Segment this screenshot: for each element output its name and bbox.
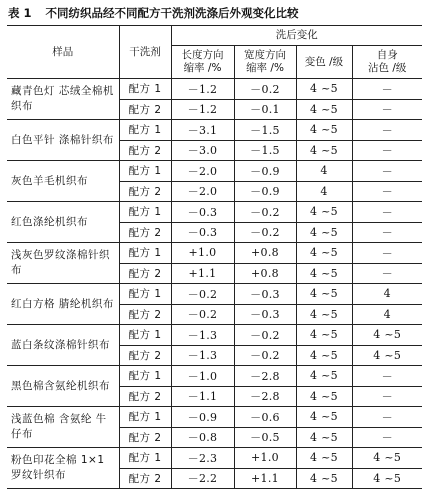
comparison-table bbox=[7, 25, 422, 489]
header-width-shrinkage bbox=[234, 46, 296, 79]
stain-cell: － bbox=[352, 243, 422, 264]
table-title: 不同纺织品经不同配方干洗剂洗涤后外观变化比较 bbox=[45, 6, 299, 20]
length-cell: －1.3 bbox=[171, 345, 234, 366]
table-row bbox=[7, 120, 422, 141]
length-cell: －1.1 bbox=[171, 386, 234, 407]
recipe-cell: 配方 1 bbox=[119, 284, 171, 305]
sample-name: 浅灰色罗纹涤棉针织布 bbox=[7, 243, 119, 284]
length-cell: －0.9 bbox=[171, 407, 234, 428]
table-row bbox=[7, 202, 422, 223]
width-cell: －0.3 bbox=[234, 284, 296, 305]
color-cell: 4 ~5 bbox=[296, 407, 352, 428]
color-cell: 4 ~5 bbox=[296, 243, 352, 264]
stain-cell: － bbox=[352, 161, 422, 182]
recipe-cell: 配方 1 bbox=[119, 407, 171, 428]
width-cell: －0.2 bbox=[234, 222, 296, 243]
width-cell: －0.9 bbox=[234, 181, 296, 202]
recipe-cell: 配方 2 bbox=[119, 181, 171, 202]
width-cell: －0.2 bbox=[234, 202, 296, 223]
stain-cell: － bbox=[352, 222, 422, 243]
length-cell: －0.8 bbox=[171, 427, 234, 448]
stain-cell: 4 bbox=[352, 304, 422, 325]
width-cell: －2.8 bbox=[234, 366, 296, 387]
length-cell: －3.1 bbox=[171, 120, 234, 141]
header-length-line1: 长度方向 bbox=[181, 49, 224, 61]
width-cell: －0.6 bbox=[234, 407, 296, 428]
color-cell: 4 ~5 bbox=[296, 304, 352, 325]
header-width-line1: 宽度方向 bbox=[244, 49, 286, 61]
stain-cell: － bbox=[352, 79, 422, 100]
stain-cell: － bbox=[352, 263, 422, 284]
color-cell: 4 ~5 bbox=[296, 263, 352, 284]
header-color-change: 变色 /级 bbox=[296, 46, 352, 79]
color-cell: 4 ~5 bbox=[296, 427, 352, 448]
length-cell: －0.2 bbox=[171, 284, 234, 305]
color-cell: 4 ~5 bbox=[296, 120, 352, 141]
stain-cell: － bbox=[352, 140, 422, 161]
length-cell: －2.0 bbox=[171, 181, 234, 202]
sample-name: 藏青色灯 芯绒全棉机织布 bbox=[7, 79, 119, 120]
header-staining bbox=[352, 46, 422, 79]
recipe-cell: 配方 1 bbox=[119, 325, 171, 346]
stain-cell: 4 ~5 bbox=[352, 448, 422, 469]
width-cell: －0.3 bbox=[234, 304, 296, 325]
stain-cell: － bbox=[352, 427, 422, 448]
width-cell: +0.8 bbox=[234, 243, 296, 264]
color-cell: 4 ~5 bbox=[296, 448, 352, 469]
stain-cell: － bbox=[352, 181, 422, 202]
stain-cell: 4 bbox=[352, 284, 422, 305]
recipe-cell: 配方 2 bbox=[119, 427, 171, 448]
color-cell: 4 bbox=[296, 181, 352, 202]
color-cell: 4 ~5 bbox=[296, 325, 352, 346]
stain-cell: 4 ~5 bbox=[352, 325, 422, 346]
color-cell: 4 ~5 bbox=[296, 366, 352, 387]
table-row bbox=[7, 448, 422, 469]
color-cell: 4 bbox=[296, 161, 352, 182]
recipe-cell: 配方 2 bbox=[119, 304, 171, 325]
length-cell: +1.0 bbox=[171, 243, 234, 264]
recipe-cell: 配方 1 bbox=[119, 202, 171, 223]
recipe-cell: 配方 1 bbox=[119, 366, 171, 387]
header-group: 洗后变化 bbox=[171, 26, 422, 46]
header-recipe: 干洗剂 bbox=[119, 26, 171, 79]
stain-cell: 4 ~5 bbox=[352, 345, 422, 366]
width-cell: －1.5 bbox=[234, 120, 296, 141]
stain-cell: － bbox=[352, 120, 422, 141]
width-cell: －0.5 bbox=[234, 427, 296, 448]
sample-name: 灰色羊毛机织布 bbox=[7, 161, 119, 202]
length-cell: －1.3 bbox=[171, 325, 234, 346]
stain-cell: － bbox=[352, 386, 422, 407]
color-cell: 4 ~5 bbox=[296, 99, 352, 120]
table-row bbox=[7, 407, 422, 428]
width-cell: －0.9 bbox=[234, 161, 296, 182]
width-cell: －0.1 bbox=[234, 99, 296, 120]
length-cell: －0.2 bbox=[171, 304, 234, 325]
recipe-cell: 配方 2 bbox=[119, 263, 171, 284]
recipe-cell: 配方 1 bbox=[119, 448, 171, 469]
table-row bbox=[7, 161, 422, 182]
header-width-line2: 缩率 /% bbox=[246, 62, 284, 74]
length-cell: －0.3 bbox=[171, 222, 234, 243]
sample-name: 白色平针 涤棉针织布 bbox=[7, 120, 119, 161]
recipe-cell: 配方 2 bbox=[119, 468, 171, 489]
table-row bbox=[7, 79, 422, 100]
table-row bbox=[7, 325, 422, 346]
color-cell: 4 ~5 bbox=[296, 222, 352, 243]
color-cell: 4 ~5 bbox=[296, 386, 352, 407]
width-cell: +1.1 bbox=[234, 468, 296, 489]
sample-name: 蓝白条纹涤棉针织布 bbox=[7, 325, 119, 366]
sample-name: 红白方格 腈纶机织布 bbox=[7, 284, 119, 325]
recipe-cell: 配方 2 bbox=[119, 99, 171, 120]
length-cell: －1.0 bbox=[171, 366, 234, 387]
header-stain-line2: 沾色 /级 bbox=[368, 62, 407, 74]
table-row bbox=[7, 284, 422, 305]
stain-cell: － bbox=[352, 407, 422, 428]
width-cell: －0.2 bbox=[234, 325, 296, 346]
sample-name: 红色涤纶机织布 bbox=[7, 202, 119, 243]
recipe-cell: 配方 1 bbox=[119, 161, 171, 182]
color-cell: 4 ~5 bbox=[296, 79, 352, 100]
recipe-cell: 配方 2 bbox=[119, 345, 171, 366]
color-cell: 4 ~5 bbox=[296, 345, 352, 366]
recipe-cell: 配方 1 bbox=[119, 120, 171, 141]
header-length-line2: 缩率 /% bbox=[183, 62, 222, 74]
length-cell: －2.2 bbox=[171, 468, 234, 489]
table-number: 表 1 bbox=[8, 6, 32, 20]
stain-cell: － bbox=[352, 99, 422, 120]
recipe-cell: 配方 1 bbox=[119, 79, 171, 100]
length-cell: －2.3 bbox=[171, 448, 234, 469]
length-cell: －1.2 bbox=[171, 99, 234, 120]
table-caption bbox=[8, 4, 423, 22]
sample-name: 浅蓝色棉 含氨纶 牛仔布 bbox=[7, 407, 119, 448]
table-body bbox=[7, 79, 422, 489]
color-cell: 4 ~5 bbox=[296, 284, 352, 305]
width-cell: －0.2 bbox=[234, 345, 296, 366]
header-sample: 样品 bbox=[7, 26, 119, 79]
width-cell: －0.2 bbox=[234, 79, 296, 100]
recipe-cell: 配方 1 bbox=[119, 243, 171, 264]
width-cell: －2.8 bbox=[234, 386, 296, 407]
stain-cell: 4 ~5 bbox=[352, 468, 422, 489]
sample-name: 黑色棉含氨纶机织布 bbox=[7, 366, 119, 407]
header-length-shrinkage bbox=[171, 46, 234, 79]
header-stain-line1: 自身 bbox=[376, 49, 398, 61]
table-row bbox=[7, 243, 422, 264]
stain-cell: － bbox=[352, 202, 422, 223]
recipe-cell: 配方 2 bbox=[119, 222, 171, 243]
width-cell: +1.0 bbox=[234, 448, 296, 469]
width-cell: －1.5 bbox=[234, 140, 296, 161]
length-cell: +1.1 bbox=[171, 263, 234, 284]
stain-cell: － bbox=[352, 366, 422, 387]
recipe-cell: 配方 2 bbox=[119, 140, 171, 161]
length-cell: －1.2 bbox=[171, 79, 234, 100]
sample-name: 粉色印花全棉 1×1 罗纹针织布 bbox=[7, 448, 119, 489]
recipe-cell: 配方 2 bbox=[119, 386, 171, 407]
color-cell: 4 ~5 bbox=[296, 140, 352, 161]
length-cell: －3.0 bbox=[171, 140, 234, 161]
color-cell: 4 ~5 bbox=[296, 202, 352, 223]
length-cell: －2.0 bbox=[171, 161, 234, 182]
table-row bbox=[7, 366, 422, 387]
length-cell: －0.3 bbox=[171, 202, 234, 223]
width-cell: +0.8 bbox=[234, 263, 296, 284]
color-cell: 4 ~5 bbox=[296, 468, 352, 489]
